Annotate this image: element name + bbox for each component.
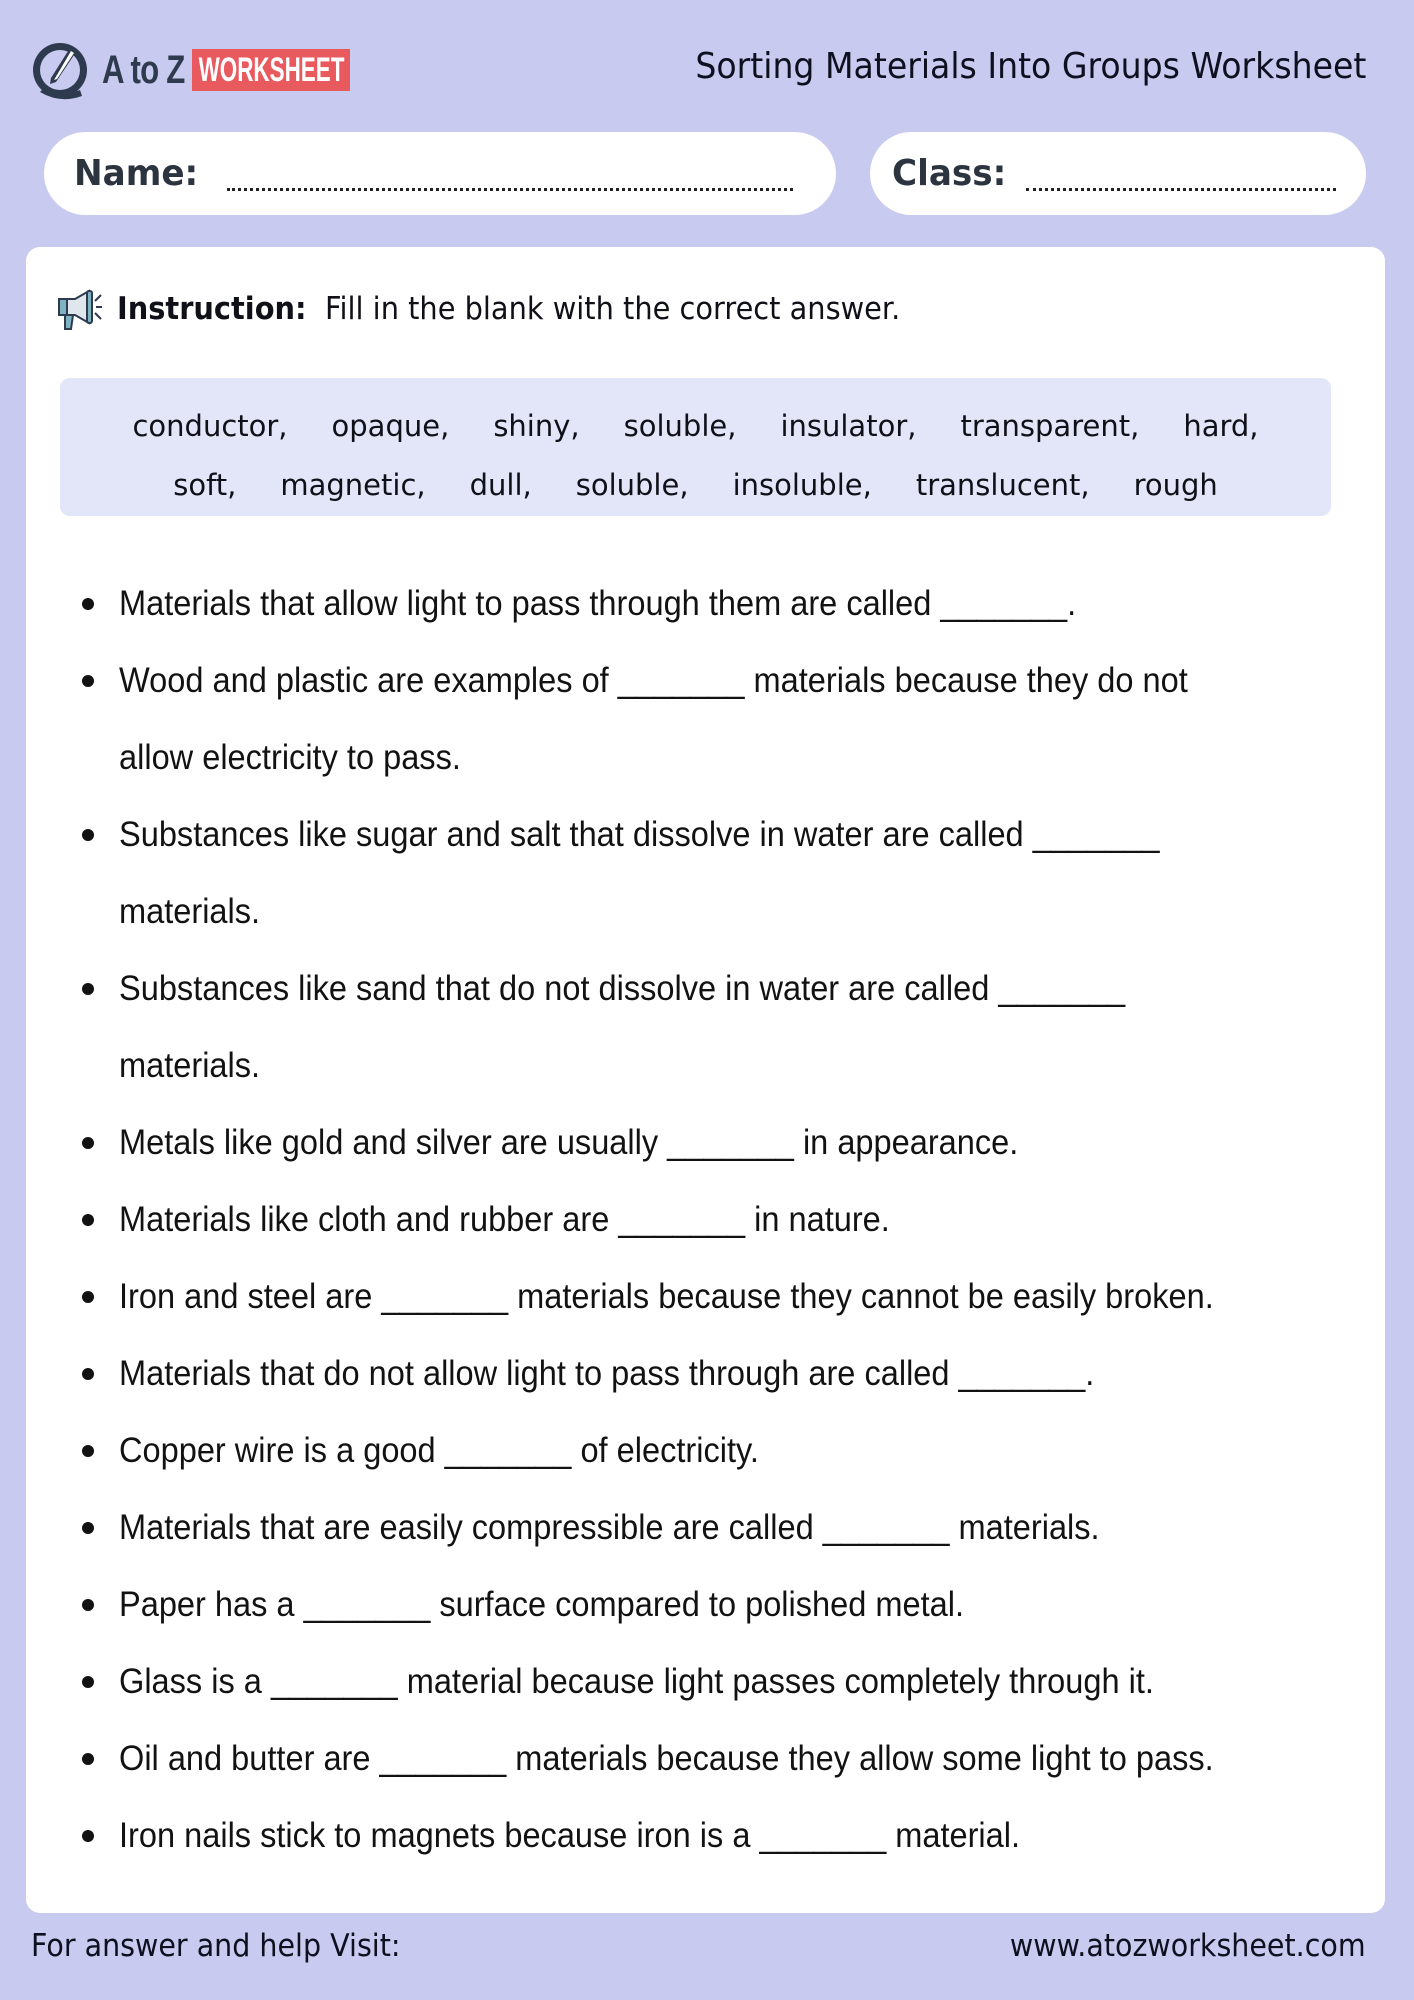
question-item bbox=[26, 642, 1385, 796]
bullet-icon bbox=[82, 1368, 94, 1380]
question-item bbox=[26, 950, 1385, 1104]
site-logo[interactable] bbox=[30, 40, 350, 100]
question-text: Iron nails stick to magnets because iron is a _______ material. bbox=[119, 1816, 1021, 1855]
pen-nib-logo-icon bbox=[30, 40, 90, 100]
question-text: Metals like gold and silver are usually _______ in appearance. bbox=[119, 1123, 1019, 1162]
logo-badge bbox=[192, 49, 350, 91]
word-bank-item: opaque, bbox=[331, 408, 450, 443]
bullet-icon bbox=[82, 1753, 94, 1765]
word-bank-item: rough bbox=[1133, 467, 1218, 502]
bullet-icon bbox=[82, 598, 94, 610]
question-item bbox=[26, 796, 1385, 950]
question-text: Materials like cloth and rubber are _______ in nature. bbox=[119, 1200, 890, 1239]
question-text: Wood and plastic are examples of _______ materials because they do not allow electricity to pass. bbox=[119, 661, 1188, 777]
question-item bbox=[26, 1489, 1385, 1566]
question-text: Substances like sugar and salt that dissolve in water are called _______ materials. bbox=[119, 815, 1160, 931]
word-bank-item: soluble, bbox=[623, 408, 737, 443]
bullet-icon bbox=[82, 1522, 94, 1534]
bullet-icon bbox=[82, 829, 94, 841]
word-bank-item: soluble, bbox=[575, 467, 689, 502]
class-field[interactable] bbox=[870, 132, 1366, 215]
megaphone-icon bbox=[55, 287, 103, 331]
instruction bbox=[55, 285, 943, 333]
footer-website-link[interactable]: www.atozworksheet.com bbox=[1010, 1928, 1366, 1964]
question-item bbox=[26, 565, 1385, 642]
worksheet-panel bbox=[26, 247, 1385, 1913]
question-item bbox=[26, 1566, 1385, 1643]
bullet-icon bbox=[82, 1676, 94, 1688]
word-bank-item: magnetic, bbox=[280, 467, 426, 502]
question-item bbox=[26, 1258, 1385, 1335]
word-bank-row bbox=[60, 455, 1331, 514]
name-label: Name: bbox=[74, 153, 199, 194]
word-bank-item: transparent, bbox=[960, 408, 1140, 443]
word-bank-item: shiny, bbox=[493, 408, 580, 443]
question-text: Copper wire is a good _______ of electricity. bbox=[119, 1431, 759, 1470]
question-item bbox=[26, 1412, 1385, 1489]
bullet-icon bbox=[82, 1291, 94, 1303]
class-label: Class: bbox=[892, 153, 1007, 194]
name-blank-line[interactable] bbox=[227, 177, 793, 191]
word-bank-row bbox=[60, 396, 1331, 455]
question-text: Materials that do not allow light to pass through are called _______. bbox=[119, 1354, 1095, 1393]
class-blank-line[interactable] bbox=[1026, 177, 1336, 191]
name-field[interactable] bbox=[44, 132, 836, 215]
question-item bbox=[26, 1335, 1385, 1412]
question-item bbox=[26, 1720, 1385, 1797]
question-item bbox=[26, 1797, 1385, 1874]
bullet-icon bbox=[82, 1214, 94, 1226]
instruction-text: Fill in the blank with the correct answer. bbox=[324, 291, 901, 327]
word-bank bbox=[60, 378, 1331, 516]
question-text: Paper has a _______ surface compared to polished metal. bbox=[119, 1585, 965, 1624]
question-text: Materials that allow light to pass through them are called _______. bbox=[119, 584, 1077, 623]
bullet-icon bbox=[82, 1599, 94, 1611]
question-text: Oil and butter are _______ materials because they allow some light to pass. bbox=[119, 1739, 1214, 1778]
question-text: Materials that are easily compressible are called _______ materials. bbox=[119, 1508, 1100, 1547]
question-item bbox=[26, 1104, 1385, 1181]
word-bank-item: hard, bbox=[1183, 408, 1259, 443]
bullet-icon bbox=[82, 983, 94, 995]
question-text: Substances like sand that do not dissolve in water are called _______ materials. bbox=[119, 969, 1126, 1085]
word-bank-item: conductor, bbox=[132, 408, 288, 443]
logo-badge-text: WORKSHEET bbox=[198, 50, 344, 89]
question-item bbox=[26, 1643, 1385, 1720]
word-bank-item: insulator, bbox=[780, 408, 917, 443]
bullet-icon bbox=[82, 1830, 94, 1842]
logo-text: A to Z bbox=[102, 47, 185, 92]
question-item bbox=[26, 1181, 1385, 1258]
worksheet-title: Sorting Materials Into Groups Worksheet bbox=[695, 46, 1366, 87]
footer-help-text: For answer and help Visit: bbox=[31, 1928, 401, 1964]
question-text: Glass is a _______ material because light passes completely through it. bbox=[119, 1662, 1154, 1701]
bullet-icon bbox=[82, 1445, 94, 1457]
bullet-icon bbox=[82, 1137, 94, 1149]
word-bank-item: dull, bbox=[469, 467, 532, 502]
word-bank-item: insoluble, bbox=[732, 467, 872, 502]
question-text: Iron and steel are _______ materials because they cannot be easily broken. bbox=[119, 1277, 1214, 1316]
question-list bbox=[26, 565, 1385, 1874]
bullet-icon bbox=[82, 675, 94, 687]
word-bank-item: translucent, bbox=[915, 467, 1090, 502]
word-bank-item: soft, bbox=[173, 467, 237, 502]
instruction-label: Instruction: bbox=[117, 291, 307, 327]
